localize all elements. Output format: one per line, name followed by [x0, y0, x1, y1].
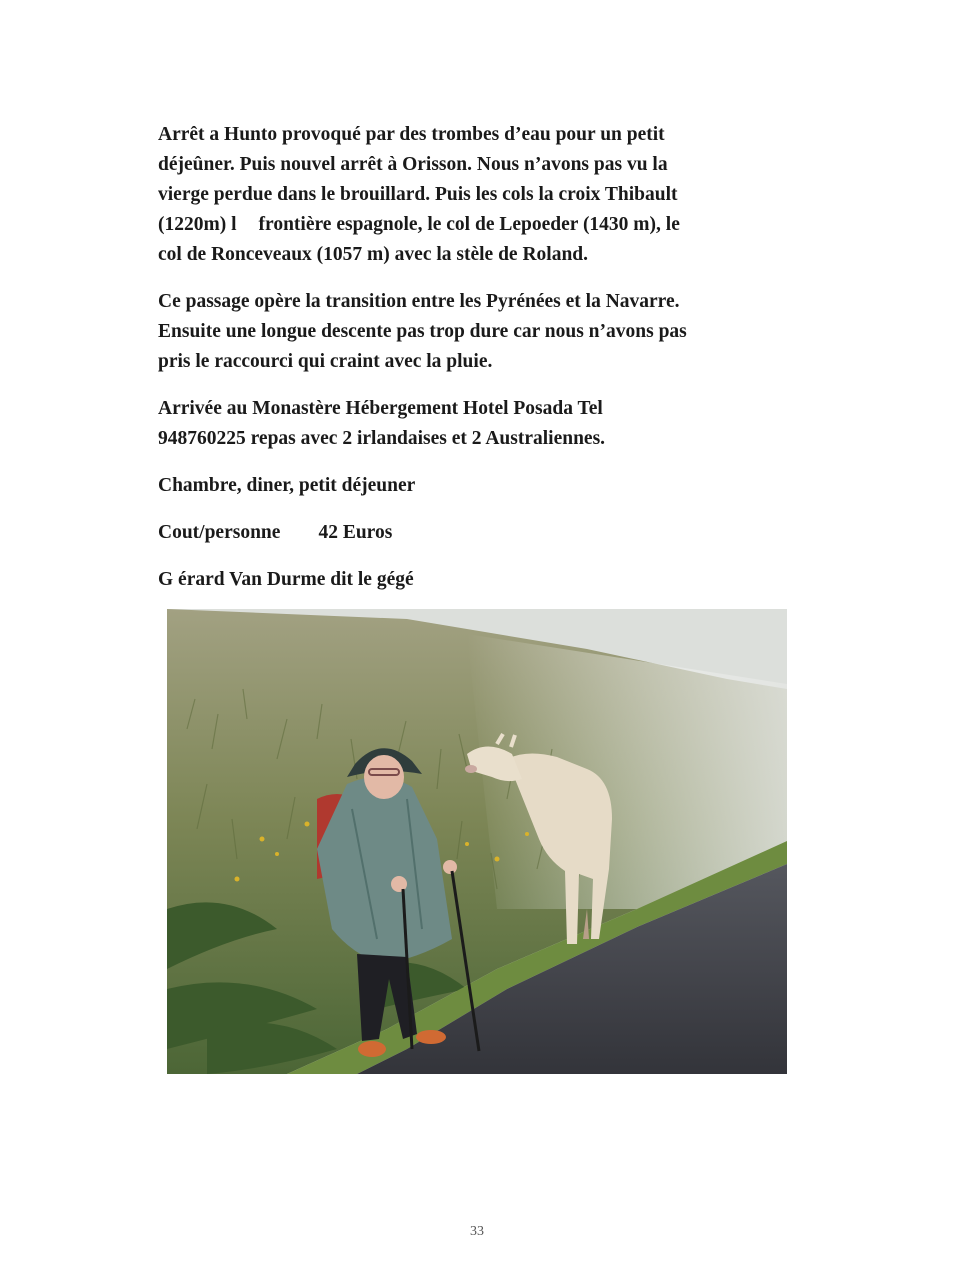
paragraph-author: G érard Van Durme dit le gégé [158, 569, 414, 590]
paragraph-journey [158, 120, 795, 270]
paragraph-room: Chambre, diner, petit déjeuner [158, 475, 416, 496]
text-line: frontière espagnole, le col de Lepoeder (1430 m), le [258, 214, 680, 235]
text-line: Ensuite une longue descente pas trop dure car nous n’avons pas [158, 321, 687, 342]
body-text [158, 120, 795, 612]
paragraph-arrival [158, 394, 795, 454]
paragraph-cost [158, 518, 795, 548]
text-line: déjeûner. Puis nouvel arrêt à Orisson. Nous n’avons pas vu la [158, 154, 668, 175]
page-number: 33 [470, 1224, 484, 1239]
text-line: Arrêt a Hunto provoqué par des trombes d’eau pour un petit [158, 124, 665, 145]
text-line: col de Ronceveaux (1057 m) avec la stèle de Roland. [158, 244, 589, 265]
text-line: Ce passage opère la transition entre les Pyrénées et la Navarre. [158, 291, 680, 312]
hiker-cow-photo [167, 609, 787, 1074]
text-line: vierge perdue dans le brouillard. Puis les cols la croix Thibault [158, 184, 678, 205]
text-line: 948760225 repas avec 2 irlandaises et 2 Australiennes. [158, 428, 606, 449]
cost-value: 42 Euros [318, 522, 393, 543]
cost-label: Cout/personne [158, 522, 281, 543]
paragraph-transition [158, 287, 795, 377]
text-line: pris le raccourci qui craint avec la pluie. [158, 351, 493, 372]
text-line: (1220m) l [158, 214, 237, 235]
text-line: Arrivée au Monastère Hébergement Hotel Posada Tel [158, 398, 603, 419]
